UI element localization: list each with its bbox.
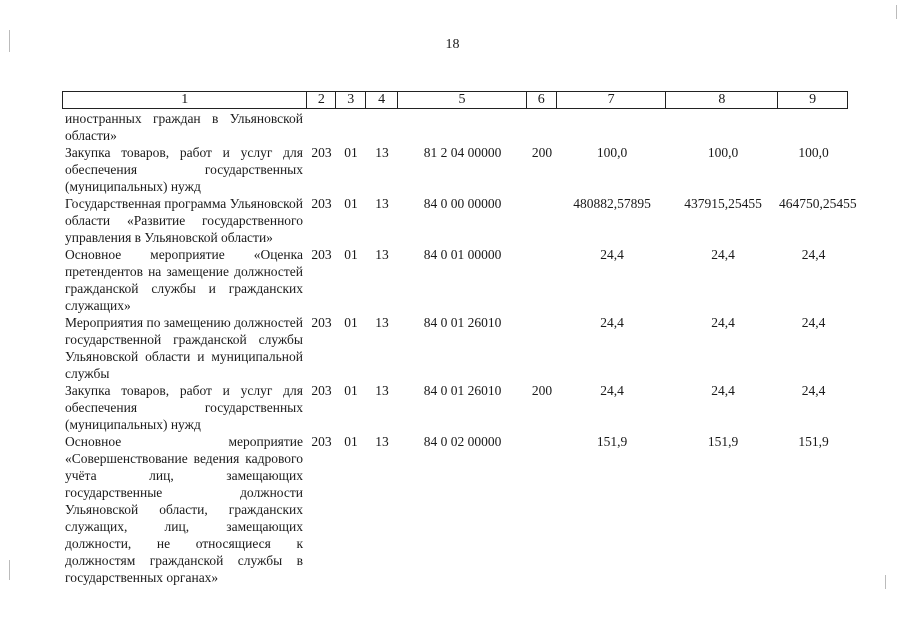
budget-table-body (62, 110, 857, 586)
column-header-7: 7 (557, 92, 667, 108)
row-cell-7: 100,0 (596, 145, 628, 160)
column-header-3: 3 (336, 92, 366, 108)
row-cell-9: 24,4 (801, 383, 826, 398)
row-cell-8: 24,4 (711, 247, 735, 262)
scan-edge-right-lower (885, 575, 886, 589)
row-cell-3: 01 (344, 315, 358, 330)
row-cell-8: 24,4 (711, 315, 735, 330)
row-description: Основное мероприятие «Оценка претендентов на замещение должностей гражданской службы и гражданских служащих» (65, 247, 303, 313)
row-cell-6: 200 (531, 383, 553, 398)
row-cell-4: 13 (375, 196, 389, 211)
row-cell-8: 100,0 (707, 145, 739, 160)
table-header-row (62, 91, 848, 109)
row-description: Мероприятия по замещению должностей государственной гражданской службы Ульяновской области и муниципальной службы (65, 315, 303, 381)
row-cell-3: 01 (344, 196, 358, 211)
table-row (62, 314, 848, 382)
table-row (62, 195, 857, 246)
table-row (62, 433, 848, 586)
row-cell-5: 84 0 01 26010 (423, 315, 502, 330)
row-cell-8: 24,4 (711, 383, 735, 398)
row-cell-3: 01 (344, 434, 358, 449)
row-cell-2: 203 (311, 434, 332, 449)
row-cell-4: 13 (375, 315, 389, 330)
row-cell-4: 13 (375, 145, 389, 160)
column-header-4: 4 (366, 92, 398, 108)
row-cell-9: 24,4 (801, 247, 826, 262)
row-cell-5: 81 2 04 00000 (423, 145, 502, 160)
row-cell-6: 200 (531, 145, 553, 160)
page-number: 18 (445, 37, 460, 52)
row-cell-9: 24,4 (801, 315, 826, 330)
row-description: иностранных граждан в Ульяновской области» (65, 111, 303, 143)
row-cell-7: 24,4 (600, 315, 624, 330)
row-cell-7: 151,9 (596, 434, 628, 449)
row-cell-7: 24,4 (600, 247, 624, 262)
row-cell-9: 151,9 (798, 434, 829, 449)
row-cell-5: 84 0 01 26010 (423, 383, 502, 398)
row-cell-9: 100,0 (798, 145, 829, 160)
row-cell-9: 464750,25455 (779, 196, 857, 211)
column-header-5: 5 (398, 92, 527, 108)
row-description: Закупка товаров, работ и услуг для обеспечения государственных (муниципальных) нужд (65, 383, 303, 432)
table-row (62, 110, 848, 144)
row-description: Государственная программа Ульяновской области «Развитие государственного управления в Ульяновской области» (65, 196, 303, 245)
row-cell-2: 203 (311, 196, 332, 211)
row-cell-7: 480882,57895 (573, 196, 651, 211)
row-cell-5: 84 0 02 00000 (423, 434, 502, 449)
table-row (62, 144, 848, 195)
row-cell-4: 13 (375, 383, 389, 398)
row-cell-8: 151,9 (707, 434, 739, 449)
row-cell-3: 01 (344, 145, 358, 160)
column-header-2: 2 (307, 92, 336, 108)
row-cell-2: 203 (311, 383, 332, 398)
column-header-8: 8 (666, 92, 778, 108)
row-cell-4: 13 (375, 247, 389, 262)
column-header-6: 6 (527, 92, 557, 108)
table-row (62, 246, 848, 314)
row-cell-5: 84 0 01 00000 (423, 247, 502, 262)
row-cell-5: 84 0 00 00000 (423, 196, 502, 211)
row-cell-3: 01 (344, 247, 358, 262)
row-description: Основное мероприятие «Совершенствование ведения кадрового учёта лиц, замещающих государственные должности Ульяновской области, гражданских служащих, лиц, замещающих должности, не относящиеся к должностям гражданской службы в государственных органах» (65, 434, 303, 585)
row-cell-2: 203 (311, 315, 332, 330)
scan-edge-left-lower (9, 560, 10, 580)
row-cell-2: 203 (311, 145, 332, 160)
row-cell-8: 437915,25455 (684, 196, 762, 211)
row-cell-2: 203 (311, 247, 332, 262)
table-row (62, 382, 848, 433)
row-cell-3: 01 (344, 383, 358, 398)
row-cell-7: 24,4 (600, 383, 624, 398)
row-description: Закупка товаров, работ и услуг для обеспечения государственных (муниципальных) нужд (65, 145, 303, 194)
scan-edge-right (896, 5, 897, 19)
row-cell-4: 13 (375, 434, 389, 449)
column-header-1: 1 (63, 92, 307, 108)
column-header-9: 9 (809, 92, 817, 107)
